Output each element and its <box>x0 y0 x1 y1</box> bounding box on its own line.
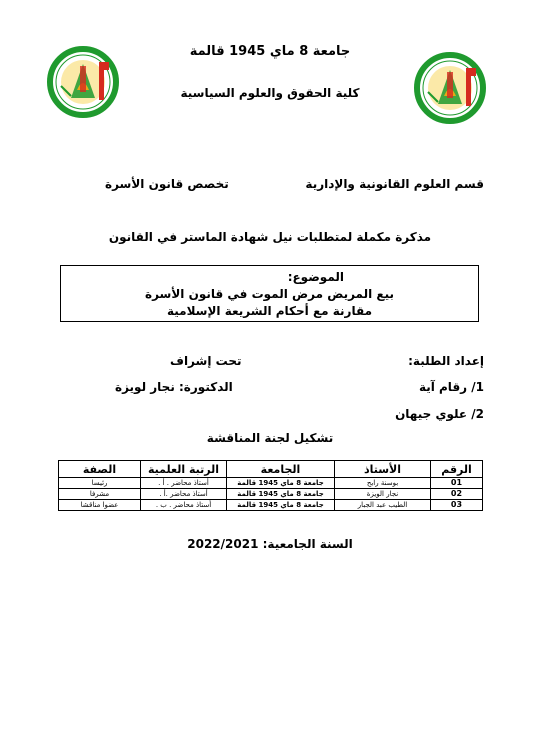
cell-role: مشرفا <box>59 489 141 500</box>
cell-university: جامعة 8 ماي 1945 قالمة <box>227 478 335 489</box>
student-2: 2/ علوي جيهان <box>395 407 484 421</box>
subject-box <box>60 265 479 322</box>
academic-year: السنة الجامعية: 2022/2021 <box>187 537 353 551</box>
cell-professor: الطيب عبد الجبار <box>335 500 431 511</box>
cell-role: رئيسا <box>59 478 141 489</box>
header-number: الرقم <box>431 461 483 478</box>
student-1: 1/ رقام آية <box>418 380 484 394</box>
prepared-by-label: إعداد الطلبة: <box>408 354 484 368</box>
supervisor-name: الدكتورة: نجار لويزة <box>115 380 233 394</box>
cell-number: 03 <box>431 500 483 511</box>
header-rank: الرتبة العلمية <box>141 461 227 478</box>
subject-line-2: مقارنة مع أحكام الشريعة الإسلامية <box>166 304 373 318</box>
cell-professor: نجار الويزة <box>335 489 431 500</box>
table-row <box>59 489 483 500</box>
university-seal-icon <box>47 46 119 118</box>
cell-university: جامعة 8 ماي 1945 قالمة <box>227 489 335 500</box>
memo-title: مذكرة مكملة لمتطلبات نيل شهادة الماستر في القانون <box>108 230 432 244</box>
cell-number: 01 <box>431 478 483 489</box>
table-row <box>59 500 483 511</box>
cell-number: 02 <box>431 489 483 500</box>
table-row <box>59 478 483 489</box>
cell-rank: أستاذ محاضر . ب . <box>141 500 227 511</box>
faculty-name: كلية الحقوق والعلوم السياسية <box>180 86 360 100</box>
specialization: تخصص قانون الأسرة <box>105 177 229 191</box>
cell-role: عضوا مناقشا <box>59 500 141 511</box>
university-name: جامعة 8 ماي 1945 قالمة <box>189 44 351 59</box>
subject-label: الموضوع: <box>287 270 344 284</box>
cell-university: جامعة 8 ماي 1945 قالمة <box>227 500 335 511</box>
subject-line-1: بيع المريض مرض الموت في قانون الأسرة <box>145 287 394 301</box>
committee-title: تشكيل لجنة المناقشة <box>206 431 334 445</box>
cell-rank: أستاذ محاضر . أ . <box>141 478 227 489</box>
cell-rank: أستاذ محاضر .أ . <box>141 489 227 500</box>
committee-table <box>58 460 483 511</box>
header-university: الجامعة <box>227 461 335 478</box>
header-role: الصفة <box>59 461 141 478</box>
cell-professor: بوسنة رابح <box>335 478 431 489</box>
university-seal-icon <box>414 52 486 124</box>
department-name: قسم العلوم القانونية والإدارية <box>305 177 484 191</box>
supervision-label: تحت إشراف <box>170 354 242 368</box>
table-header-row <box>59 461 483 478</box>
header-professor: الأستاذ <box>335 461 431 478</box>
